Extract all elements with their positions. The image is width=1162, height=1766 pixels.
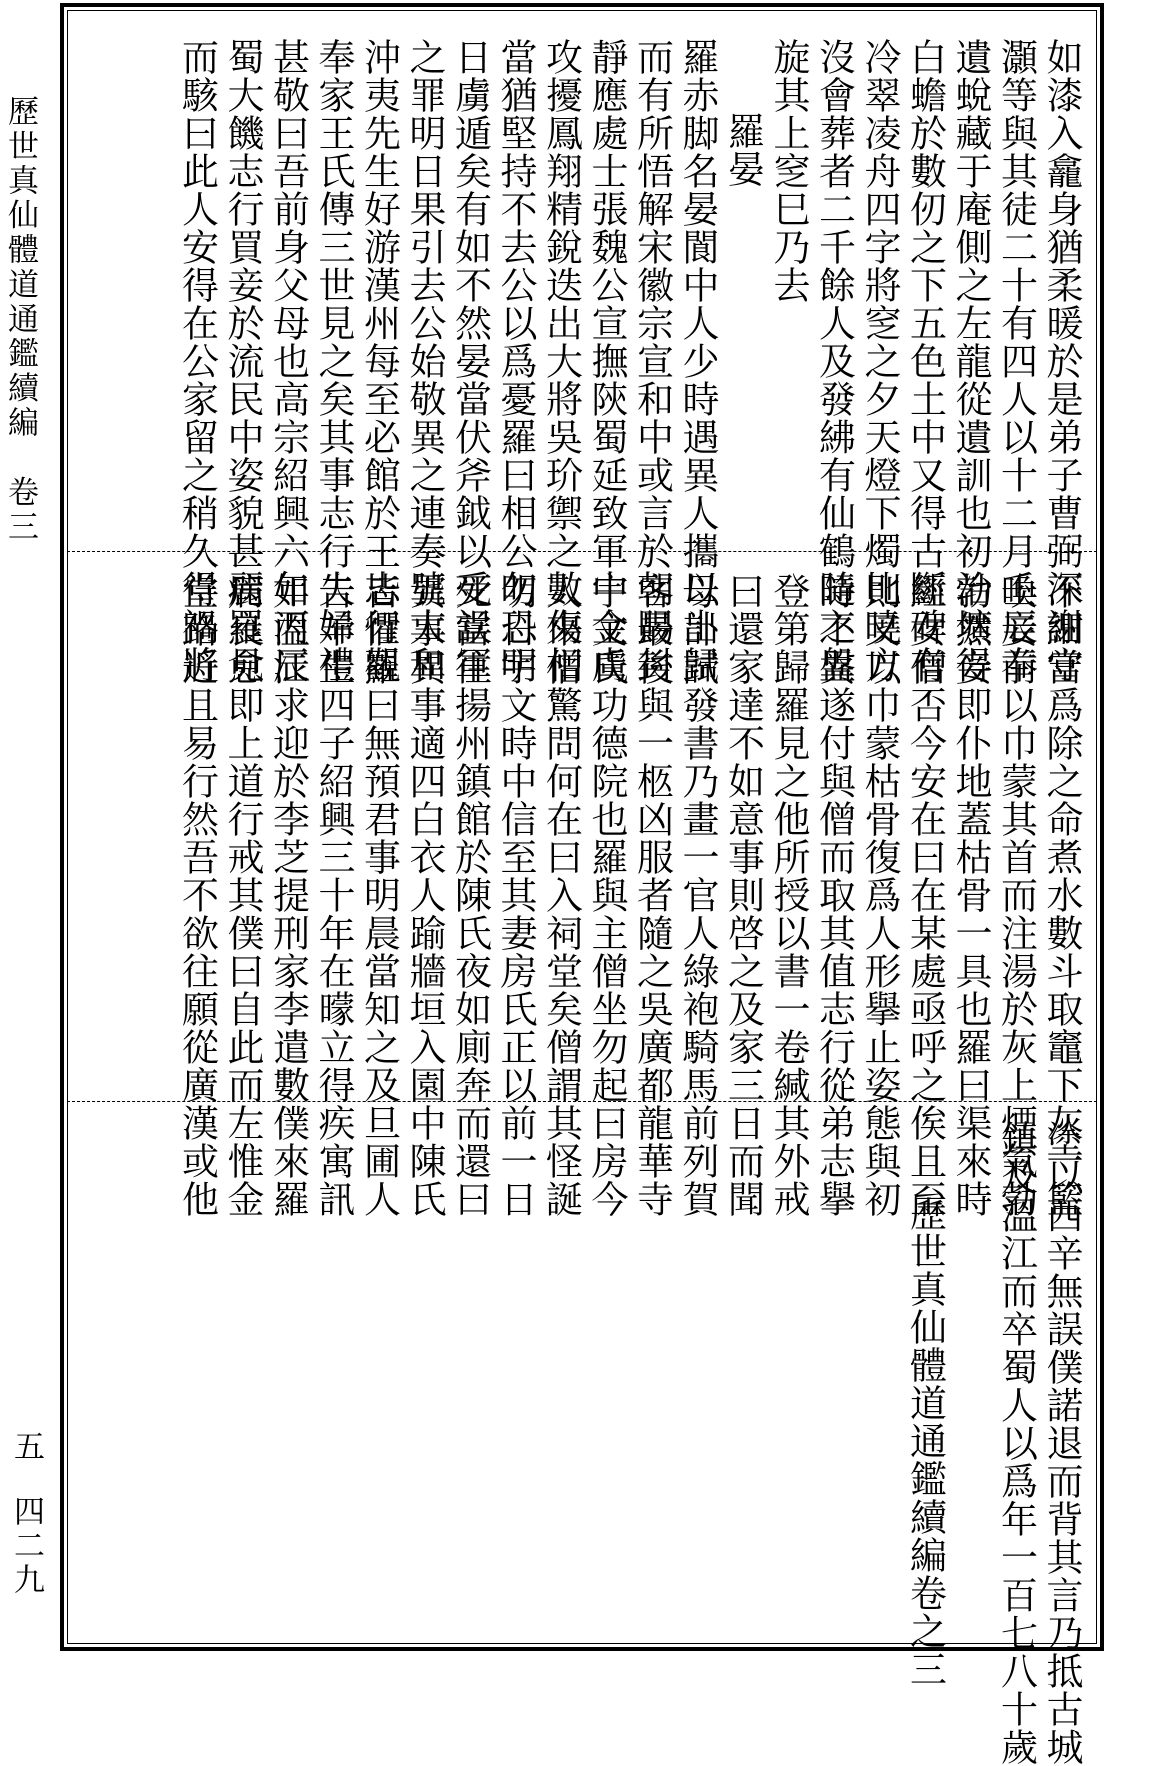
text-column-line: 塗以西辛無誤僕諾退而背其言乃抵古城 — [1040, 1120, 1083, 1766]
text-column — [493, 572, 539, 1218]
text-column — [720, 572, 766, 1218]
text-column — [948, 38, 994, 684]
text-column-line: 奉家王氏傳三世見之矣其事志行夫婦禮 — [312, 38, 355, 684]
text-column-line: 沖夷先生好游漢州每至必館於王志行觀 — [357, 38, 401, 684]
text-column — [402, 38, 448, 684]
text-column — [356, 572, 402, 1218]
text-column-line: 客最後與一柩凶服者隨之吳廣都龍華寺 — [630, 572, 674, 1218]
text-panel-middle — [130, 572, 1084, 1218]
margin-book-title: 歷世真仙體道通鑑續編 卷三 — [2, 95, 38, 545]
text-column-line: 則又以巾蒙枯骨復爲人形擧止姿態與初 — [858, 572, 901, 1218]
text-column — [356, 38, 402, 684]
text-column-line: 旋其上窆巳乃去 — [767, 38, 810, 304]
text-column — [493, 38, 539, 684]
text-column — [993, 38, 1039, 684]
margin-page-number: 四二九 — [8, 1495, 44, 1597]
text-column — [402, 572, 448, 1218]
text-column-line: 白蟾於數仞之下五色土中又得古斷碑有 — [903, 38, 947, 684]
text-column — [948, 572, 994, 1218]
text-column — [174, 38, 220, 684]
text-column — [902, 1120, 948, 1688]
text-column-line: 歷世真仙體道通鑑續編卷之三 — [903, 1194, 947, 1688]
text-column — [265, 38, 311, 684]
text-column — [902, 38, 948, 684]
text-column — [629, 38, 675, 684]
text-column-line: 沒會葬者二千餘人及發紼有仙鶴隨之盤 — [812, 38, 856, 684]
text-panel-top — [130, 38, 1084, 684]
text-column-line: 之罪明日果引去公始敬異之連奏號太和 — [403, 38, 446, 684]
text-column — [538, 572, 584, 1218]
text-column-line: 靜應處士張魏公宣撫陝蜀延致軍中金虜 — [585, 38, 628, 684]
text-column — [265, 572, 311, 1218]
text-column — [1039, 572, 1085, 1218]
text-column — [811, 38, 857, 684]
text-panel-bottom — [130, 1120, 1084, 1766]
text-column — [629, 572, 675, 1218]
text-column-line: 死當往揚州鎮館於陳氏夜如廁奔而還曰 — [448, 572, 492, 1218]
text-column-line: 而有所悟解宋徽宗宣和中或言於朝賜封 — [630, 38, 674, 684]
text-column-line: 異事異事適四白衣人踰牆垣入園中陳氏 — [403, 572, 446, 1218]
text-column-line: 灝等與其徒二十有四人以十二月壬辰奉 — [994, 38, 1038, 684]
text-column — [1039, 38, 1085, 684]
text-column-line: 病良愈即上道行戒其僕曰自此而左惟金 — [221, 572, 264, 1218]
text-column-line: 冷翠凌舟四字將窆之夕天燈下燭比曉方 — [858, 38, 901, 684]
text-column-line: 人來僧驚問何在曰入祠堂矣僧謂其怪誕 — [539, 572, 583, 1218]
text-column — [538, 38, 584, 684]
text-column-line: 明日宇文時中信至其妻房氏正以前一日 — [494, 572, 537, 1218]
text-column — [766, 572, 812, 1218]
text-column — [447, 572, 493, 1218]
text-column-line: 不細當爲除之命煮水數斗取竈下灰一籃 — [1040, 572, 1083, 1218]
text-column-line: 攻擾鳳翔精銳迭出大將吳玠禦之數傷相 — [539, 38, 583, 684]
text-column-line: 當猶堅持不去公以爲憂羅曰相公勿恐明 — [494, 38, 537, 684]
text-column-line: 皆懼羅曰無預君事明晨當知之及旦圃人 — [357, 572, 401, 1218]
text-column-line: 曰還家達不如意事則啓之及家三日而聞 — [721, 572, 765, 1218]
text-column — [220, 38, 266, 684]
text-column-line: 鎮及溫江而卒蜀人以爲年一百七八十歲 — [994, 1120, 1038, 1766]
text-column-line: 如漆入龕身猶柔暖於是弟子曹弼深謝守 — [1040, 38, 1083, 684]
text-column — [675, 38, 721, 684]
text-column — [993, 572, 1039, 1218]
text-column-line: 經女僧否今安在曰在某處亟呼之俟且至 — [903, 572, 947, 1218]
text-column — [811, 572, 857, 1218]
text-column-line: 告羊生四子紹興三十年在曚立得疾寓訊 — [312, 572, 355, 1218]
text-column — [1039, 1120, 1085, 1766]
text-column-line: 時不異遂付與僧而取其值志行從弟志擧 — [812, 572, 856, 1218]
text-column-line: 羅赤脚名晏閬中人少時遇異人攜以出歸 — [676, 38, 719, 684]
text-column-line: 母訃試發書乃畫一官人綠袍騎馬前列賀 — [676, 572, 719, 1218]
text-column-line: 甚敬曰吾前身父母也高宗紹興六年丙辰 — [266, 38, 310, 684]
text-column — [902, 572, 948, 1218]
text-column — [766, 38, 812, 538]
text-column-line: 宇文氏功德院也羅與主僧坐勿起曰房今 — [585, 572, 628, 1218]
text-column — [675, 572, 721, 1218]
text-column-line: 登第歸羅見之他所授以書一卷緘其外戒 — [767, 572, 810, 1218]
text-column-line: 羅晏 — [721, 112, 765, 188]
text-column — [948, 1120, 994, 1630]
text-column — [857, 572, 903, 1218]
text-column — [857, 38, 903, 684]
text-column — [720, 38, 766, 538]
text-column-line: 如溫江求迎於李芝提刑家李遣數僕來羅 — [266, 572, 310, 1218]
text-column — [311, 38, 357, 684]
text-column — [447, 38, 493, 684]
text-column-line: 勃然妾即仆地蓋枯骨一具也羅曰渠來時 — [949, 572, 992, 1218]
text-column-line: 堂路近且易行然吾不欲往願從廣漢或他 — [175, 572, 219, 1218]
margin-page-han: 五 — [8, 1430, 44, 1461]
text-column-line: 日虜遁矣有如不然晏當伏斧鉞以受誤軍 — [448, 38, 492, 684]
text-column-line: 蜀大饑志行買妾於流民中姿貌甚麗羅見 — [221, 38, 264, 684]
text-column — [993, 1120, 1039, 1766]
text-column — [311, 572, 357, 1218]
text-column — [220, 572, 266, 1218]
text-column — [174, 572, 220, 1218]
text-column — [584, 572, 630, 1218]
text-column-line: 遺蛻藏于庵側之左龍從遺訓也初治壙得 — [949, 38, 992, 684]
text-column-line: 喚妾前以巾蒙其首而注湯於灰上煙氣勃 — [994, 572, 1038, 1218]
text-column-line: 而駭曰此人安得在公家留之稍久得禍將 — [175, 38, 219, 684]
text-column — [584, 38, 630, 684]
